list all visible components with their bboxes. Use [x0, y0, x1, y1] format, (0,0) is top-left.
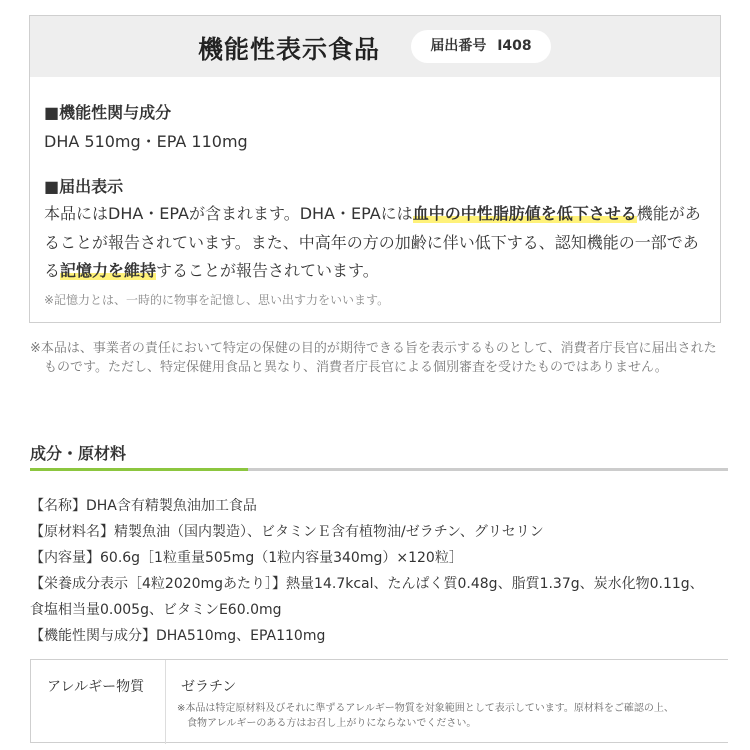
functional-ingredient-text: DHA 510mg・EPA 110mg — [44, 132, 248, 151]
info-line-nutrition: 【栄養成分表示［4粒2020mgあたり］】熱量14.7kcal、たんぱく質0.48g、脂質1.37g、炭水化物0.11g、 — [30, 576, 704, 592]
functional-food-box — [29, 15, 721, 323]
disclaimer — [30, 340, 720, 377]
functional-ingredient-heading: ■機能性関与成分 — [44, 103, 172, 122]
info-line-raw-materials: 【原材料名】精製魚油（国内製造）、ビタミンＥ含有植物油/ゼラチン、グリセリン — [30, 524, 544, 540]
info-line-name: 【名称】DHA含有精製魚油加工食品 — [30, 498, 257, 514]
claim-part-1: 本品にはDHA・EPAが含まれます。DHA・EPAには — [44, 204, 413, 223]
allergy-label: アレルギー物質 — [47, 679, 145, 695]
box-header — [30, 16, 720, 77]
memory-note: ※記憶力とは、一時的に物事を記憶し、思い出す力をいいます。 — [44, 293, 390, 307]
claim-part-3: することが報告されています。 — [156, 261, 379, 280]
allergy-note-line-2: 食物アレルギーのある方はお召し上がりにならないでください。 — [187, 718, 477, 729]
page-title: 機能性表示食品 — [198, 35, 381, 64]
allergy-table — [30, 659, 728, 743]
allergy-note — [177, 701, 717, 731]
disclaimer-text: ※本品は、事業者の責任において特定の保健の目的が期待できる旨を表示するものとして、消費者庁長官に届出されたものです。ただし、特定保健用食品と異なり、消費者庁長官による個別審査を受けたものではありません。 — [30, 341, 717, 375]
info-line-nutrition-cont: 食塩相当量0.005g、ビタミンE60.0mg — [30, 602, 282, 618]
notification-number-badge — [411, 30, 551, 63]
claim-highlight-2: 記憶力を維持 — [60, 261, 157, 280]
claim-text — [44, 200, 714, 286]
allergy-value: ゼラチン — [181, 679, 237, 695]
info-line-functional: 【機能性関与成分】DHA510mg、EPA110mg — [30, 628, 326, 644]
claim-part-2: 機能があることが報告されています。また、中高年の方の加齢に伴い低下する、認知機能の一部である — [44, 204, 701, 280]
claim-heading: ■届出表示 — [44, 177, 124, 196]
claim-highlight-1: 血中の中性脂肪値を低下させる — [412, 204, 637, 223]
notification-number: I408 — [497, 38, 532, 54]
allergy-note-line-1: ※本品は特定原材料及びそれに準ずるアレルギー物質を対象範囲として表示しています。原材料をご確認の上、 — [177, 703, 674, 714]
notification-label: 届出番号 — [430, 38, 487, 54]
section-divider-accent — [30, 468, 248, 471]
info-line-content: 【内容量】60.6g［1粒重量505mg（1粒内容量340mg）×120粒］ — [30, 550, 463, 566]
allergy-divider — [165, 660, 166, 744]
ingredients-section-title: 成分・原材料 — [30, 444, 127, 463]
